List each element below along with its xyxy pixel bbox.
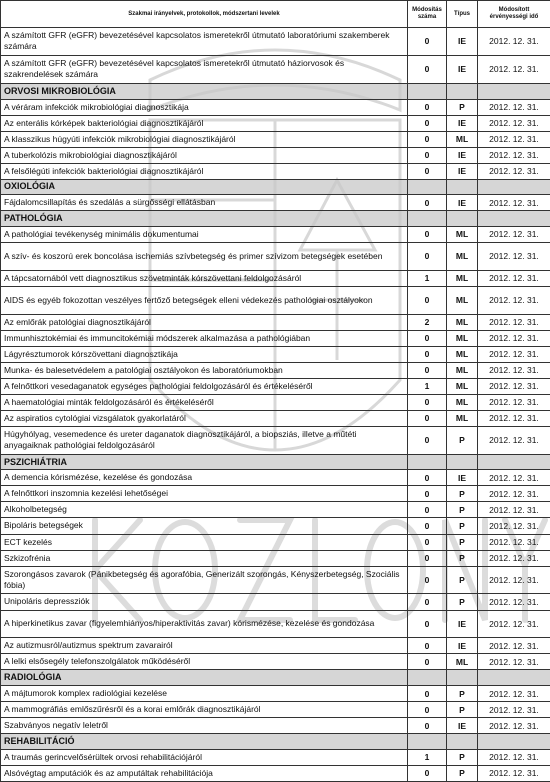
guideline-type: ML	[447, 410, 478, 426]
table-row	[1, 131, 550, 147]
guideline-type: ML	[447, 330, 478, 346]
guideline-title: A traumás gerincvelősérültek orvosi rehabilitációjáról	[1, 749, 408, 765]
guideline-type: ML	[447, 314, 478, 330]
validity-date: 2012. 12. 31.	[478, 55, 550, 83]
validity-date: 2012. 12. 31.	[478, 702, 550, 718]
table-row	[1, 550, 550, 566]
section-title: PATHOLÓGIA	[1, 211, 408, 227]
modification-count: 0	[408, 394, 447, 410]
guideline-type: ML	[447, 131, 478, 147]
table-row	[1, 518, 550, 534]
section-blank-cell	[478, 211, 550, 227]
guideline-title: A felnőttkori vesedaganatok egységes pathológiai feldolgozásáról és értékeléséről	[1, 378, 408, 394]
guideline-type: IE	[447, 470, 478, 486]
section-blank-cell	[408, 454, 447, 470]
validity-date: 2012. 12. 31.	[478, 378, 550, 394]
section-row	[1, 734, 550, 750]
guideline-title: Lágyrésztumorok kórszövettani diagnosztikája	[1, 346, 408, 362]
section-blank-cell	[408, 179, 447, 195]
validity-date: 2012. 12. 31.	[478, 718, 550, 734]
validity-date: 2012. 12. 31.	[478, 686, 550, 702]
guideline-title: Az autizmusról/autizmus spektrum zavarairól	[1, 638, 408, 654]
table-row	[1, 702, 550, 718]
validity-date: 2012. 12. 31.	[478, 346, 550, 362]
modification-count: 0	[408, 147, 447, 163]
modification-count: 0	[408, 226, 447, 242]
table-row	[1, 163, 550, 179]
section-blank-cell	[478, 83, 550, 99]
validity-date: 2012. 12. 31.	[478, 362, 550, 378]
guideline-title: Bipoláris betegségek	[1, 518, 408, 534]
table-row	[1, 226, 550, 242]
table-row	[1, 195, 550, 211]
guideline-title: A májtumorok komplex radiológiai kezelése	[1, 686, 408, 702]
guideline-type: ML	[447, 654, 478, 670]
modification-count: 2	[408, 314, 447, 330]
table-row	[1, 718, 550, 734]
modification-count: 0	[408, 195, 447, 211]
modification-count: 0	[408, 654, 447, 670]
table-row	[1, 242, 550, 270]
guideline-title: Szabványos negatív leletről	[1, 718, 408, 734]
section-title: OXIOLÓGIA	[1, 179, 408, 195]
modification-count: 1	[408, 378, 447, 394]
validity-date: 2012. 12. 31.	[478, 314, 550, 330]
guideline-title: A demencia kórismézése, kezelése és gondozása	[1, 470, 408, 486]
section-blank-cell	[408, 83, 447, 99]
table-row	[1, 566, 550, 594]
section-title: PSZICHIÁTRIA	[1, 454, 408, 470]
modification-count: 0	[408, 99, 447, 115]
validity-date: 2012. 12. 31.	[478, 286, 550, 314]
guideline-title: A tápcsatornából vett diagnosztikus szövetminták kórszövettani feldolgozásáról	[1, 270, 408, 286]
section-blank-cell	[478, 179, 550, 195]
guideline-title: Húgyhólyag, vesemedence és ureter daganatok diagnosztikájáról, a biopsziás, illetve a műtéti anyagaiknak pathológiai feldolgozásáról	[1, 426, 408, 454]
table-row	[1, 486, 550, 502]
modification-count: 0	[408, 610, 447, 638]
validity-date: 2012. 12. 31.	[478, 566, 550, 594]
guideline-title: A felsőlégúti infekciók bakteriológiai diagnosztikájáról	[1, 163, 408, 179]
guideline-title: Immunhisztokémiai és immuncitokémiai módszerek alkalmazása a pathológiában	[1, 330, 408, 346]
guideline-title: Az enterális kórképek bakteriológiai diagnosztikájáról	[1, 115, 408, 131]
guideline-type: IE	[447, 610, 478, 638]
guideline-title: Alsóvégtag amputációk és az amputáltak rehabilitációja	[1, 765, 408, 781]
table-row	[1, 534, 550, 550]
table-row	[1, 346, 550, 362]
validity-date: 2012. 12. 31.	[478, 410, 550, 426]
table-row	[1, 638, 550, 654]
guideline-title: Alkoholbetegség	[1, 502, 408, 518]
table-row	[1, 147, 550, 163]
modification-count: 0	[408, 410, 447, 426]
guideline-type: IE	[447, 718, 478, 734]
guideline-title: ECT kezelés	[1, 534, 408, 550]
modification-count: 0	[408, 163, 447, 179]
modification-count: 0	[408, 470, 447, 486]
validity-date: 2012. 12. 31.	[478, 270, 550, 286]
modification-count: 0	[408, 426, 447, 454]
guideline-type: P	[447, 99, 478, 115]
table-row	[1, 594, 550, 610]
table-row	[1, 610, 550, 638]
guideline-title: A hiperkinetikus zavar (figyelemhiányos/hiperaktivitás zavar) kórismézése, kezelése és gondozása	[1, 610, 408, 638]
validity-date: 2012. 12. 31.	[478, 534, 550, 550]
modification-count: 0	[408, 765, 447, 781]
table-row	[1, 55, 550, 83]
guideline-type: IE	[447, 163, 478, 179]
guideline-type: ML	[447, 270, 478, 286]
guideline-type: P	[447, 502, 478, 518]
modification-count: 0	[408, 362, 447, 378]
guideline-type: IE	[447, 55, 478, 83]
guideline-type: ML	[447, 242, 478, 270]
table-row	[1, 410, 550, 426]
guideline-type: P	[447, 426, 478, 454]
guideline-type: ML	[447, 362, 478, 378]
header-date: Módosított érvényességi idő	[478, 1, 550, 28]
guideline-type: P	[447, 566, 478, 594]
guideline-title: A számított GFR (eGFR) bevezetésével kapcsolatos ismeretekről útmutató háziorvosok és szakrendelések számára	[1, 55, 408, 83]
validity-date: 2012. 12. 31.	[478, 594, 550, 610]
section-blank-cell	[447, 83, 478, 99]
guideline-type: P	[447, 686, 478, 702]
validity-date: 2012. 12. 31.	[478, 330, 550, 346]
modification-count: 0	[408, 518, 447, 534]
guideline-title: A haematológiai minták feldolgozásáról és értékeléséről	[1, 394, 408, 410]
guideline-title: A klasszikus húgyúti infekciók mikrobiológiai diagnosztikájáról	[1, 131, 408, 147]
guideline-title: Az aspiratios cytológiai vizsgálatok gyakorlatáról	[1, 410, 408, 426]
section-title: ORVOSI MIKROBIOLÓGIA	[1, 83, 408, 99]
validity-date: 2012. 12. 31.	[478, 147, 550, 163]
modification-count: 0	[408, 550, 447, 566]
table-row	[1, 378, 550, 394]
validity-date: 2012. 12. 31.	[478, 518, 550, 534]
guideline-title: Szorongásos zavarok (Pánikbetegség és agorafóbia, Generizált szorongás, Kényszerbetegség, Szociális fóbia)	[1, 566, 408, 594]
modification-count: 0	[408, 28, 447, 56]
table-row	[1, 330, 550, 346]
guideline-title: A lelki elsősegély telefonszolgálatok működéséről	[1, 654, 408, 670]
validity-date: 2012. 12. 31.	[478, 426, 550, 454]
modification-count: 0	[408, 131, 447, 147]
guideline-type: IE	[447, 638, 478, 654]
validity-date: 2012. 12. 31.	[478, 394, 550, 410]
guideline-type: P	[447, 550, 478, 566]
guideline-type: P	[447, 518, 478, 534]
guideline-type: ML	[447, 286, 478, 314]
section-row	[1, 670, 550, 686]
section-blank-cell	[447, 454, 478, 470]
validity-date: 2012. 12. 31.	[478, 242, 550, 270]
validity-date: 2012. 12. 31.	[478, 638, 550, 654]
section-blank-cell	[447, 734, 478, 750]
guideline-title: Unipoláris depressziók	[1, 594, 408, 610]
modification-count: 0	[408, 330, 447, 346]
guideline-type: P	[447, 594, 478, 610]
modification-count: 0	[408, 566, 447, 594]
guideline-title: A pathológiai tevékenység minimális dokumentumai	[1, 226, 408, 242]
guideline-type: P	[447, 486, 478, 502]
guideline-title: Szkizofrénia	[1, 550, 408, 566]
table-row	[1, 115, 550, 131]
guideline-type: ML	[447, 346, 478, 362]
guideline-type: IE	[447, 28, 478, 56]
section-blank-cell	[447, 670, 478, 686]
modification-count: 0	[408, 686, 447, 702]
guideline-type: P	[447, 534, 478, 550]
validity-date: 2012. 12. 31.	[478, 28, 550, 56]
table-header-row	[1, 1, 550, 28]
validity-date: 2012. 12. 31.	[478, 654, 550, 670]
section-blank-cell	[478, 734, 550, 750]
section-title: REHABILITÁCIÓ	[1, 734, 408, 750]
table-row	[1, 502, 550, 518]
section-title: RADIOLÓGIA	[1, 670, 408, 686]
guideline-type: IE	[447, 115, 478, 131]
modification-count: 0	[408, 718, 447, 734]
table-row	[1, 470, 550, 486]
guideline-type: P	[447, 765, 478, 781]
modification-count: 0	[408, 486, 447, 502]
guideline-title: A felnőttkori inszomnia kezelési lehetőségei	[1, 486, 408, 502]
modification-count: 0	[408, 286, 447, 314]
validity-date: 2012. 12. 31.	[478, 226, 550, 242]
section-row	[1, 179, 550, 195]
guideline-title: A mammográfiás emlőszűrésről és a korai emlőrák diagnosztikájáról	[1, 702, 408, 718]
table-row	[1, 426, 550, 454]
guideline-type: IE	[447, 195, 478, 211]
header-type: Típus	[447, 1, 478, 28]
modification-count: 1	[408, 270, 447, 286]
guideline-type: ML	[447, 394, 478, 410]
table-row	[1, 394, 550, 410]
validity-date: 2012. 12. 31.	[478, 470, 550, 486]
modification-count: 1	[408, 749, 447, 765]
section-row	[1, 83, 550, 99]
modification-count: 0	[408, 638, 447, 654]
validity-date: 2012. 12. 31.	[478, 550, 550, 566]
validity-date: 2012. 12. 31.	[478, 195, 550, 211]
section-row	[1, 211, 550, 227]
guideline-title: A szív- és koszorú erek boncolása ischemiás szívbetegség és primer szívizom betegségek esetében	[1, 242, 408, 270]
guideline-title: A tuberkolózis mikrobiológiai diagnosztikájáról	[1, 147, 408, 163]
guideline-type: ML	[447, 226, 478, 242]
header-count: Módosítás száma	[408, 1, 447, 28]
guideline-title: Az emlőrák patológiai diagnosztikájáról	[1, 314, 408, 330]
guideline-title: Fájdalomcsillapítás és szedálás a sürgősségi ellátásban	[1, 195, 408, 211]
modification-count: 0	[408, 702, 447, 718]
guideline-title: Munka- és balesetvédelem a patológiai osztályokon és laboratóriumokban	[1, 362, 408, 378]
modification-count: 0	[408, 115, 447, 131]
table-row	[1, 286, 550, 314]
modification-count: 0	[408, 594, 447, 610]
guideline-type: IE	[447, 147, 478, 163]
section-blank-cell	[408, 211, 447, 227]
modification-count: 0	[408, 502, 447, 518]
validity-date: 2012. 12. 31.	[478, 115, 550, 131]
validity-date: 2012. 12. 31.	[478, 749, 550, 765]
guideline-type: P	[447, 749, 478, 765]
header-title: Szakmai irányelvek, protokollok, módszertani levelek	[1, 1, 408, 28]
table-row	[1, 28, 550, 56]
guideline-title: A véráram infekciók mikrobiológiai diagnosztikája	[1, 99, 408, 115]
modification-count: 0	[408, 534, 447, 550]
section-blank-cell	[478, 454, 550, 470]
table-row	[1, 314, 550, 330]
guideline-type: ML	[447, 378, 478, 394]
table-row	[1, 362, 550, 378]
modification-count: 0	[408, 242, 447, 270]
table-row	[1, 765, 550, 781]
section-blank-cell	[447, 179, 478, 195]
modification-count: 0	[408, 55, 447, 83]
guideline-title: AIDS és egyéb fokozottan veszélyes fertőző betegségek elleni védekezés pathológiai osztályokon	[1, 286, 408, 314]
validity-date: 2012. 12. 31.	[478, 486, 550, 502]
validity-date: 2012. 12. 31.	[478, 502, 550, 518]
section-blank-cell	[408, 734, 447, 750]
section-blank-cell	[447, 211, 478, 227]
guideline-title: A számított GFR (eGFR) bevezetésével kapcsolatos ismeretekről útmutató laboratóriumi szakemberek számára	[1, 28, 408, 56]
table-row	[1, 749, 550, 765]
table-row	[1, 99, 550, 115]
validity-date: 2012. 12. 31.	[478, 610, 550, 638]
modification-count: 0	[408, 346, 447, 362]
validity-date: 2012. 12. 31.	[478, 765, 550, 781]
validity-date: 2012. 12. 31.	[478, 163, 550, 179]
table-row	[1, 654, 550, 670]
table-row	[1, 686, 550, 702]
validity-date: 2012. 12. 31.	[478, 131, 550, 147]
section-row	[1, 454, 550, 470]
section-blank-cell	[408, 670, 447, 686]
table-row	[1, 270, 550, 286]
validity-date: 2012. 12. 31.	[478, 99, 550, 115]
table-body	[1, 28, 550, 782]
section-blank-cell	[478, 670, 550, 686]
guideline-type: P	[447, 702, 478, 718]
